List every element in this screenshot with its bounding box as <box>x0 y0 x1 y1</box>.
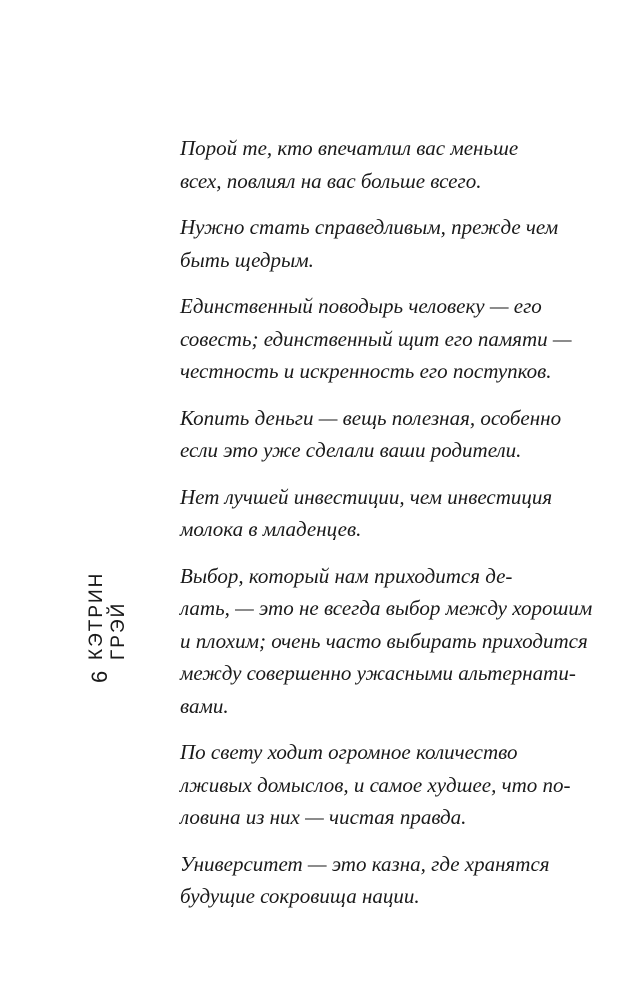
quotes-text-block <box>180 132 593 927</box>
text-line: Нет лучшей инвестиции, чем инвестиция <box>180 484 553 509</box>
running-head-author: КЭТРИН ГРЭЙ <box>86 571 129 660</box>
text-line: Единственный поводырь человеку — его <box>180 294 542 318</box>
text-line: Порой те, кто впечатлил вас меньше <box>180 136 519 160</box>
text-line: честность и искренность его поступков. <box>180 359 552 383</box>
text-line: если это уже сделали ваши родители. <box>180 438 522 462</box>
text-line: совесть; единственный щит его памяти — <box>180 326 572 351</box>
quote-paragraph <box>180 848 550 913</box>
text-line: лать, — это не всегда выбор между хорошим <box>180 596 593 620</box>
text-line: и плохим; очень часто выбирать приходится <box>180 628 588 653</box>
quote-paragraph <box>180 211 559 276</box>
quote-paragraph <box>180 736 571 834</box>
text-line: Копить деньги — вещь полезная, особенно <box>180 405 562 430</box>
text-line: Выбор, который нам приходится де- <box>180 563 513 588</box>
quote-paragraph <box>180 560 593 723</box>
text-line: Нужно стать справедливым, прежде чем <box>180 215 559 239</box>
text-line: вами. <box>180 693 229 718</box>
text-line: молока в младенцев. <box>180 517 362 541</box>
quote-paragraph <box>180 290 572 388</box>
text-line: По свету ходит огромное количество <box>180 740 518 764</box>
text-line: Университет — это казна, где хранятся <box>180 851 550 876</box>
text-line: быть щедрым. <box>180 247 314 272</box>
text-line: всех, повлиял на вас больше всего. <box>180 168 482 193</box>
quote-paragraph <box>180 402 562 467</box>
quote-paragraph <box>180 132 542 197</box>
quote-paragraph <box>180 481 553 546</box>
text-line: будущие сокровища нации. <box>180 884 420 908</box>
text-line: между совершенно ужасными альтернати- <box>180 661 576 685</box>
text-line: ловина из них — чистая правда. <box>180 805 467 829</box>
text-line: лживых домыслов, и самое худшее, что по- <box>180 772 571 797</box>
page-number: 6 <box>87 670 112 684</box>
